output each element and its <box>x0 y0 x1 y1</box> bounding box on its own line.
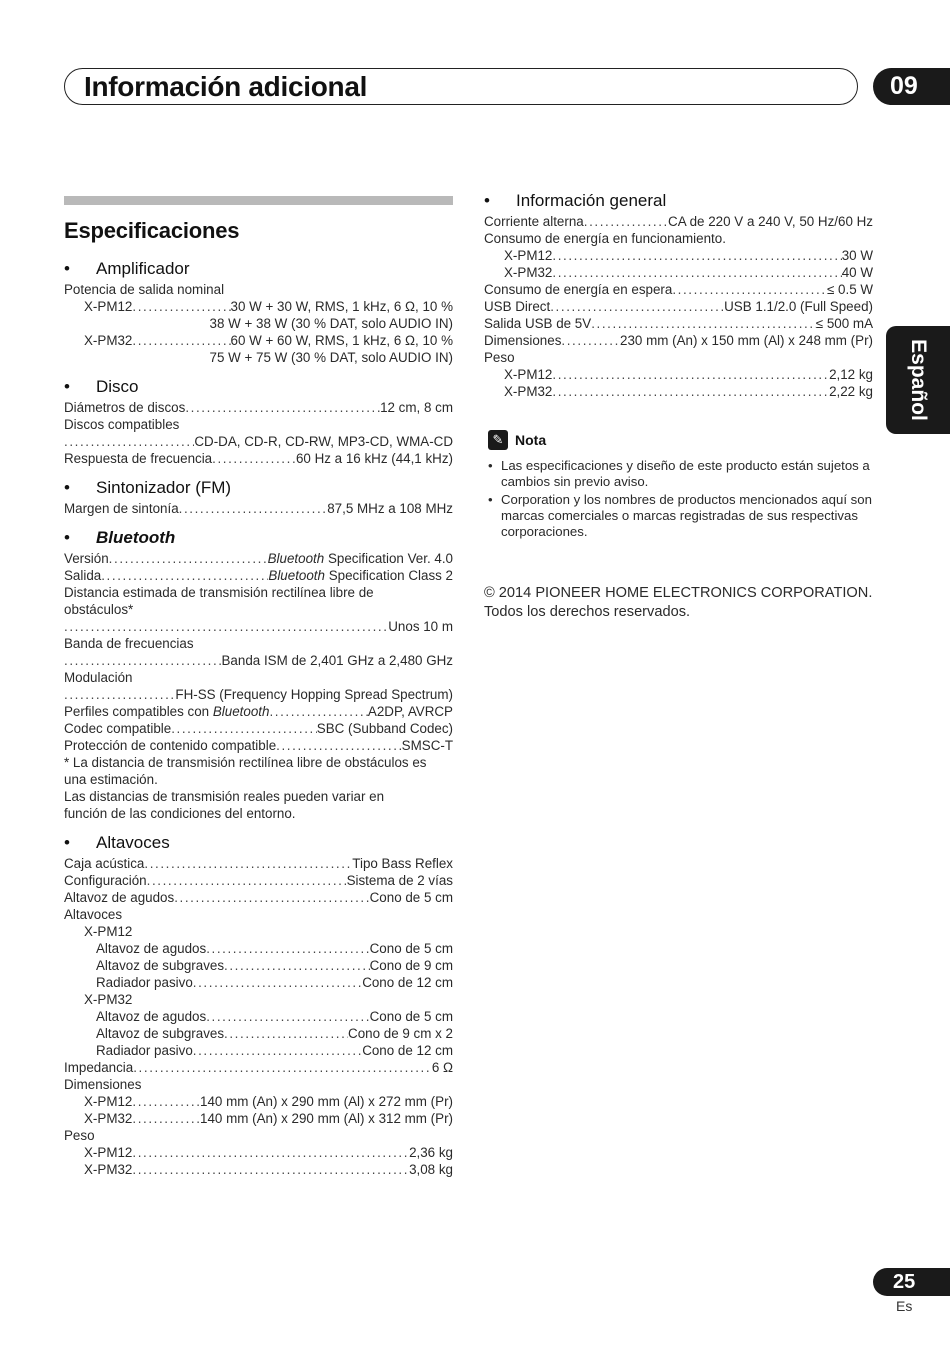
spec-row: USB Direct ..... USB 1.1/2.0 (Full Speed) <box>484 298 873 315</box>
spec-label: Modulación <box>64 670 133 685</box>
spec-row: X-PM32 ..... 40 W <box>484 264 873 281</box>
note-header <box>484 430 873 450</box>
spec-row: X-PM32 ..... 60 W + 60 W, RMS, 1 kHz, 6 Ω, 10 % <box>64 332 453 349</box>
spec-row: Altavoz de subgraves ..... Cono de 9 cm <box>64 957 453 974</box>
spec-row: Protección de contenido compatible ..... SMSC-T <box>64 737 453 754</box>
footnote: Las distancias de transmisión reales pueden variar en <box>64 789 385 804</box>
spec-row: ..... FH-SS (Frequency Hopping Spread Spectrum) <box>64 686 453 703</box>
right-column <box>484 191 873 622</box>
spec-row: Caja acústica ..... Tipo Bass Reflex <box>64 855 453 872</box>
spec-continuation: 75 W + 75 W (30 % DAT, solo AUDIO IN) <box>209 350 453 365</box>
spec-label: X-PM32 <box>84 992 133 1007</box>
footnote: * La distancia de transmisión rectilínea libre de obstáculos es <box>64 755 427 770</box>
subheading-sintonizador: • Sintonizador (FM) <box>64 478 232 497</box>
spec-row: X-PM12 ..... 30 W <box>484 247 873 264</box>
spec-row: X-PM12 ..... 2,36 kg <box>64 1144 453 1161</box>
spec-row: Salida ..... Bluetooth Specification Class 2 <box>64 567 453 584</box>
spec-row: Margen de sintonía ..... 87,5 MHz a 108 MHz <box>64 500 453 517</box>
left-column <box>64 196 453 1178</box>
spec-row: X-PM12 ..... 140 mm (An) x 290 mm (Al) x 272 mm (Pr) <box>64 1093 453 1110</box>
spec-row: Configuración ..... Sistema de 2 vías <box>64 872 453 889</box>
copyright-notice: © 2014 PIONEER HOME ELECTRONICS CORPORATION. Todos los derechos reservados. <box>484 585 873 620</box>
spec-row: Altavoz de agudos ..... Cono de 5 cm <box>64 1008 453 1025</box>
footnote: función de las condiciones del entorno. <box>64 806 296 821</box>
subheading-bluetooth: • Bluetooth <box>64 528 176 547</box>
spec-row: Corriente alterna ..... CA de 220 V a 240 V, 50 Hz/60 Hz <box>484 213 873 230</box>
page-number-badge: 25 <box>873 1268 950 1296</box>
subheading-informacion-general: • Información general <box>484 191 667 210</box>
page-title: Información adicional <box>84 71 368 102</box>
language-label: Español <box>907 339 930 421</box>
spec-label: Altavoces <box>64 907 123 922</box>
page-language-code: Es <box>896 1298 913 1314</box>
spec-row: X-PM32 ..... 2,22 kg <box>484 383 873 400</box>
spec-row: Radiador pasivo ..... Cono de 12 cm <box>64 974 453 991</box>
spec-row: Altavoz de agudos ..... Cono de 5 cm <box>64 940 453 957</box>
spec-row: ..... Unos 10 m <box>64 618 453 635</box>
spec-row: X-PM32 ..... 140 mm (An) x 290 mm (Al) x 312 mm (Pr) <box>64 1110 453 1127</box>
spec-label: Distancia estimada de transmisión rectilínea libre de <box>64 585 374 600</box>
language-side-tab <box>886 326 950 434</box>
spec-row: ..... Banda ISM de 2,401 GHz a 2,480 GHz <box>64 652 453 669</box>
spec-row: Altavoz de subgraves ..... Cono de 9 cm x 2 <box>64 1025 453 1042</box>
spec-continuation: 38 W + 38 W (30 % DAT, solo AUDIO IN) <box>209 316 453 331</box>
spec-row: Impedancia ..... 6 Ω <box>64 1059 453 1076</box>
note-item: • Las especificaciones y diseño de este producto están sujetos a cambios sin previo aviso. <box>488 458 870 489</box>
spec-label: Peso <box>64 1128 95 1143</box>
spec-label: Peso <box>484 350 515 365</box>
spec-label: obstáculos* <box>64 602 134 617</box>
spec-row: Respuesta de frecuencia ..... 60 Hz a 16 kHz (44,1 kHz) <box>64 450 453 467</box>
spec-row: Altavoz de agudos ..... Cono de 5 cm <box>64 889 453 906</box>
spec-row: Perfiles compatibles con Bluetooth ..... A2DP, AVRCP <box>64 703 453 720</box>
spec-label: Consumo de energía en funcionamiento. <box>484 231 726 246</box>
subheading-altavoces: • Altavoces <box>64 833 170 852</box>
section-divider-bar <box>64 196 453 205</box>
spec-row: Versión ..... Bluetooth Specification Ver. 4.0 <box>64 550 453 567</box>
spec-label: Dimensiones <box>64 1077 142 1092</box>
spec-row: Consumo de energía en espera ..... ≤ 0.5 W <box>484 281 873 298</box>
spec-label: Banda de frecuencias <box>64 636 194 651</box>
footnote: una estimación. <box>64 772 158 787</box>
spec-row: X-PM32 ..... 3,08 kg <box>64 1161 453 1178</box>
spec-row: X-PM12 ..... 2,12 kg <box>484 366 873 383</box>
spec-label: Discos compatibles <box>64 417 180 432</box>
subheading-disco: • Disco <box>64 377 139 396</box>
spec-row: ..... CD-DA, CD-R, CD-RW, MP3-CD, WMA-CD <box>64 433 453 450</box>
spec-row: X-PM12 ..... 30 W + 30 W, RMS, 1 kHz, 6 Ω, 10 % <box>64 298 453 315</box>
spec-row: Salida USB de 5V ..... ≤ 500 mA <box>484 315 873 332</box>
spec-row: Codec compatible ..... SBC (Subband Codec) <box>64 720 453 737</box>
spec-row: Radiador pasivo ..... Cono de 12 cm <box>64 1042 453 1059</box>
note-item: • Corporation y los nombres de productos mencionados aquí son marcas comerciales o marcas registradas de sus respectivas corporaciones. <box>488 492 872 539</box>
spec-label: X-PM12 <box>84 924 133 939</box>
chapter-number-badge: 09 <box>873 68 950 105</box>
spec-row: Dimensiones ..... 230 mm (An) x 150 mm (Al) x 248 mm (Pr) <box>484 332 873 349</box>
subheading-amplificador: • Amplificador <box>64 259 190 278</box>
section-title: Especificaciones <box>64 218 240 243</box>
spec-label: Potencia de salida nominal <box>64 282 225 297</box>
spec-row: Diámetros de discos ..... 12 cm, 8 cm <box>64 399 453 416</box>
pencil-icon: ✎ <box>488 430 508 450</box>
note-title: Nota <box>515 431 547 448</box>
